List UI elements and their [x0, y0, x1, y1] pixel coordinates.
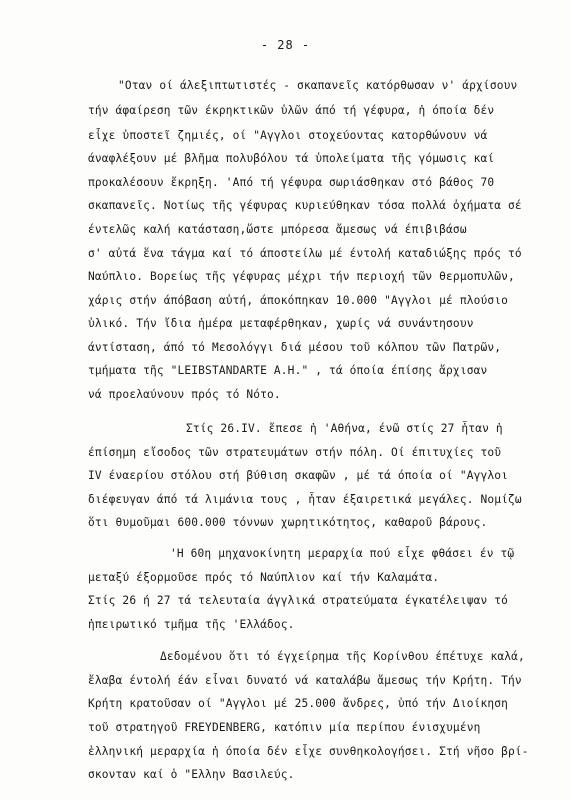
text-line: μεταξύ έξορμοῦσε πρός τό Ναύπλιον καί τήν Καλαμάτα. — [88, 570, 440, 584]
text-line: εἶχε ὑποστεῖ ζημιές, οί "Αγγλοι στοχεύοντας κατορθώνουν νά — [88, 128, 488, 142]
text-line: Στίς 26 ή 27 τά τελευταία άγγλικά στρατεύματα έγκατέλειψαν τό — [88, 594, 509, 608]
text-line: άναφλέξουν μέ βλῆμα πολυβόλου τά ὑπολείματα τῆς γόμωσις καί — [88, 152, 495, 166]
text-line: έντελῶς καλή κατάσταση,ὥστε μπόρεσα ἄμεσως νά έπιβιβάσω — [88, 223, 467, 236]
text-line: νά προελαύνουν πρός τό Νότο. — [88, 387, 281, 401]
text-line: ἠπειρωτικό τμῆμα τῆς 'Ελλάδος. — [88, 617, 295, 631]
text-line: τμήματα τῆς "LEIBSTANDARTE A.H." , τά όποία έπίσης ἄρχισαν — [88, 364, 488, 378]
text-line: προκαλέσουν ἔκρηξη. 'Από τή γέφυρα σωριάσθηκαν στό βάθος 70 — [88, 175, 495, 189]
text-line: ἑλληνική μεραρχία ἡ όποία δέν εἶχε συνθηκολογήσει. Στή νῆσο βρί- — [88, 744, 529, 758]
text-line: ὑλικό. Τήν ἴδια ἡμέρα μεταφέρθηκαν, χωρίς νά συνάντησουν — [88, 317, 474, 331]
text-line: Δεδομένου ὅτι τό έγχείρημα τῆς Κορίνθου έπέτυχε καλά, — [160, 650, 525, 664]
text-line: ὅτι θυμοῦμαι 600.000 τόννων χωρητικότητος, καθαροῦ βάρους. — [88, 516, 488, 530]
text-line: διέφευγαν άπό τά λιμάνια τους , ἦταν έξαιρετικά μεγάλες. Νομίζω — [88, 492, 522, 506]
text-line: έπίσημη εἴσοδος τῶν στρατευμάτων στήν πόλη. Οί έπιτυχίες τοῦ — [88, 445, 502, 459]
text-line: σκονταν καί ὁ "Ελλην Βασιλεύς. — [88, 768, 295, 781]
text-line: Ναύπλιο. Βορείως τῆς γέφυρας μέχρι τήν περιοχή τῶν θερμοπυλῶν, — [88, 270, 515, 283]
text-line: σκαπανεῖς. Νοτίως τῆς γέφυρας κυριεύθηκαν τόσα πολλά ὀχήματα σέ — [88, 199, 522, 213]
page-number: - 28 - — [260, 38, 311, 52]
text-line: Κρήτη κρατοῦσαν οί "Αγγλοι μέ 25.000 ἄνδρες, ὑπό τήν Διοίκηση — [88, 697, 509, 711]
text-line: άντίσταση, άπό τό Μεσολόγγι διά μέσου τοῦ κόλπου τῶν Πατρῶν, — [88, 340, 502, 354]
text-line: σ' αὐτά ἕνα τάγμα καί τό άποστείλω μέ έντολή καταδιώξης πρός τό — [88, 246, 522, 260]
text-line: ἔλαβα έντολή έάν εἶναι δυνατό νά καταλάβω ἄμεσως τήν Κρήτη. Τήν — [88, 673, 522, 687]
text-line: IV έναερίου στόλου στή βύθιση σκαφῶν , μέ τά όποία οί "Αγγλοι — [88, 469, 509, 483]
text-line: τήν άφαίρεση τῶν έκρηκτικῶν ὑλῶν άπό τή γέφυρα, ἡ όποία δέν — [88, 104, 495, 118]
text-line: Στίς 26.IV. ἔπεσε ἡ 'Αθήνα, ένῶ στίς 27 ἦταν ἡ — [186, 422, 503, 436]
text-line: τοῦ στρατηγοῦ FREYDENBERG, κατόπιν μία περίπου ένισχυμένη — [88, 720, 481, 734]
text-line: "Οταν οί άλεξιπτωτιστές - σκαπανεῖς κατόρθωσαν ν' άρχίσουν — [118, 79, 518, 92]
text-line: 'Η 60η μηχανοκίνητη μεραρχία πού εἶχε φθάσει έν τῷ — [170, 547, 515, 561]
text-line: χάρις στήν άπόβαση αὐτή, άποκόπηκαν 10.000 "Αγγλοι μέ πλούσιο — [88, 293, 509, 307]
